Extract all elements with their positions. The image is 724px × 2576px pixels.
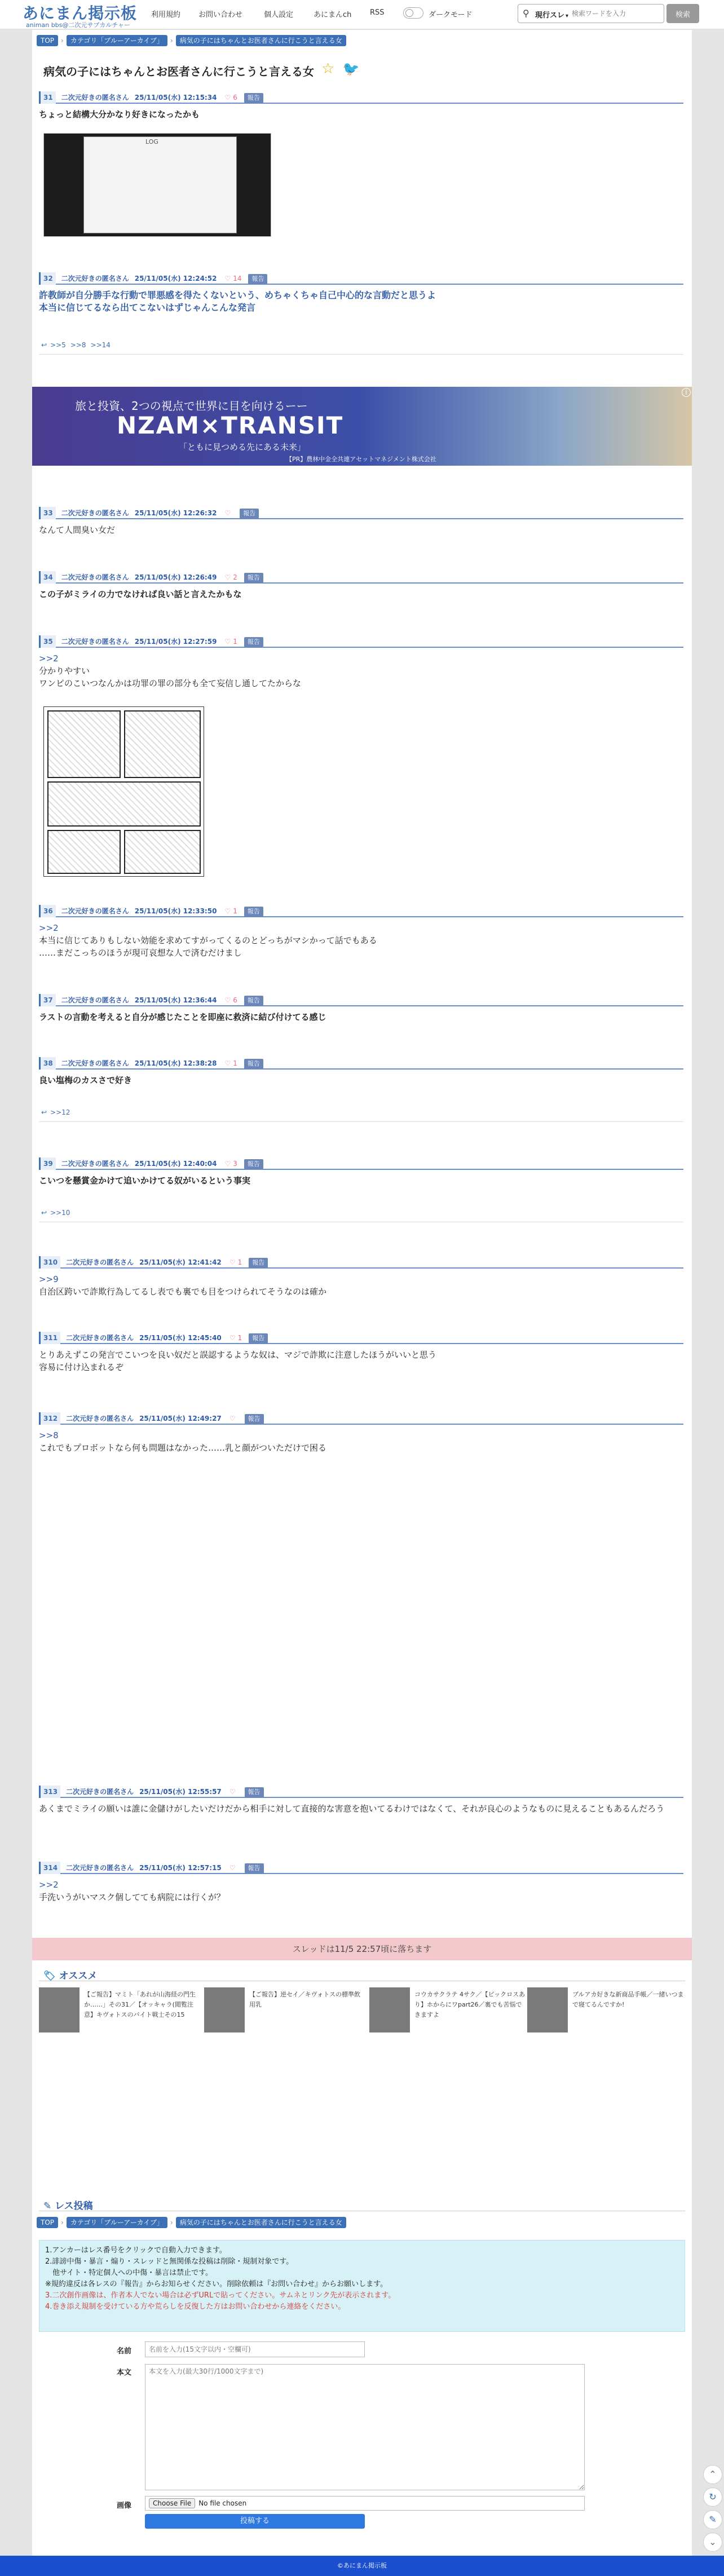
- post-image-screenshot[interactable]: LOG: [43, 133, 271, 237]
- report-button[interactable]: 報告: [245, 1863, 264, 1874]
- post-anchor[interactable]: >>2: [39, 923, 59, 933]
- title-actions: [321, 60, 360, 77]
- post-number[interactable]: 35: [39, 635, 56, 648]
- post-date: 25/11/05(水) 12:26:32: [134, 509, 217, 517]
- post-body-line: 容易に付け込まれるぞ: [39, 1362, 124, 1372]
- rule-line: 他サイト・特定個人への中傷・暴言は禁止です。: [45, 2269, 213, 2277]
- post-date: 25/11/05(水) 12:33:50: [134, 907, 217, 915]
- post-date: 25/11/05(水) 12:15:34: [134, 94, 217, 101]
- thread-title: 病気の子にはちゃんとお医者さんに行こうと言える女: [43, 65, 314, 78]
- post-body-line: これでもプロボットなら何も問題はなかった……乳と顔がついただけで困る: [39, 1443, 327, 1453]
- recommend-text: 【ご報告】マミト「あれが山海経の門生か……」その31／【オッキャラ(閲覧注意】キヴォトスのバイト戦士その15: [84, 1991, 196, 2018]
- reply-arrow-icon: ↩: [41, 1108, 47, 1116]
- like-heart-icon[interactable]: ♡: [224, 638, 231, 646]
- post-number[interactable]: 34: [39, 571, 56, 584]
- scroll-bottom-icon[interactable]: ⌄: [703, 2533, 722, 2552]
- nav-settings[interactable]: 個人設定: [264, 11, 294, 19]
- post-name: 二次元好きの匿名さん: [66, 1415, 134, 1422]
- rule-line: 3.二次創作画像は、作者本人でない場合は必ずURLで貼ってください。サムネとリンク先が表示されます。: [45, 2291, 396, 2300]
- report-button[interactable]: 報告: [244, 907, 263, 917]
- post: [39, 1057, 683, 1086]
- post-body-line: こいつを懸賞金かけて追いかけてる奴がいるという事実: [39, 1176, 251, 1186]
- nav-contact[interactable]: お問い合わせ: [198, 11, 243, 19]
- post-name: 二次元好きの匿名さん: [61, 275, 129, 282]
- site-footer: ©あにまん掲示板: [0, 2556, 724, 2576]
- recommend-thumbnail: [527, 1987, 568, 2032]
- post-date: 25/11/05(水) 12:57:15: [139, 1864, 222, 1872]
- report-button[interactable]: 報告: [245, 1787, 264, 1797]
- post-number[interactable]: 311: [39, 1332, 60, 1344]
- rule-line: 1.アンカーはレス番号をクリックで自動入力できます。: [45, 2246, 227, 2255]
- post-body-line: この子がミライの力でなければ良い話と言えたかもな: [39, 589, 242, 599]
- post-date: 25/11/05(水) 12:36:44: [134, 996, 217, 1004]
- search-button[interactable]: 検索: [666, 4, 699, 23]
- name-label: 名前: [117, 2347, 132, 2356]
- image-upload[interactable]: [145, 2496, 585, 2511]
- like-heart-icon[interactable]: ♡: [224, 996, 231, 1004]
- like-count: 3: [233, 1160, 237, 1168]
- like-heart-icon[interactable]: ♡: [224, 907, 231, 915]
- recommend-thumbnail: [369, 1987, 410, 2032]
- post-number[interactable]: 38: [39, 1057, 56, 1070]
- reply-links: [39, 341, 683, 355]
- breadcrumb: TOP › カテゴリ「ブルーアーカイブ」 › 病気の子にはちゃんとお医者さんに行こうと言える女: [37, 34, 346, 46]
- main-content: [32, 30, 692, 2556]
- post-anchor[interactable]: >>9: [39, 1274, 59, 1284]
- post-body-line: 分かりやすい: [39, 666, 90, 676]
- post: [39, 1412, 683, 1454]
- post: [39, 1862, 683, 1903]
- tag-icon: 🏷: [43, 1970, 56, 1982]
- report-button[interactable]: 報告: [244, 637, 263, 647]
- search-box: [518, 4, 664, 23]
- nav-animan-ch[interactable]: あにまんch: [314, 11, 352, 19]
- post-name: 二次元好きの匿名さん: [61, 1059, 129, 1067]
- like-count: 6: [233, 94, 237, 101]
- post-body-line: ラストの言動を考えると自分が感じたことを即座に救済に結び付けてる感じ: [39, 1012, 326, 1022]
- post-name: 二次元好きの匿名さん: [66, 1788, 134, 1796]
- post: [39, 91, 683, 121]
- breadcrumb-top[interactable]: TOP: [37, 35, 58, 46]
- post-name: 二次元好きの匿名さん: [61, 573, 129, 581]
- twitter-share-icon[interactable]: 🐦: [342, 61, 360, 77]
- choose-file-button[interactable]: Choose File: [149, 2498, 195, 2508]
- site-header: [0, 0, 724, 29]
- post-number[interactable]: 36: [39, 905, 56, 917]
- like-heart-icon[interactable]: ♡: [224, 1059, 231, 1067]
- post: [39, 507, 683, 536]
- recommend-item[interactable]: [369, 1987, 530, 2032]
- post-name: 二次元好きの匿名さん: [61, 94, 129, 101]
- ad-info-icon[interactable]: i: [682, 388, 691, 397]
- post-body-line: 本当に信じてるなら出てこないはずじゃんこんな発言: [39, 302, 256, 313]
- post-body-line: 自治区跨いで詐欺行為してるし表でも裏でも目をつけられてそうなのは確か: [39, 1287, 327, 1297]
- like-count: 1: [237, 1258, 242, 1266]
- write-icon[interactable]: ✎: [703, 2510, 722, 2529]
- form-breadcrumb: TOP › カテゴリ「ブルーアーカイブ」 › 病気の子にはちゃんとお医者さんに行こうと言える女: [37, 2216, 346, 2228]
- report-button[interactable]: 報告: [249, 1333, 268, 1344]
- file-status: No file chosen: [198, 2499, 247, 2507]
- post: [39, 905, 683, 959]
- ad-line2: NZAM×TRANSIT: [117, 412, 344, 439]
- like-count: 1: [237, 1334, 242, 1342]
- thread-closing-notice: スレッドは11/5 22:57頃に落ちます: [32, 1938, 692, 1960]
- like-heart-icon[interactable]: ♡: [229, 1334, 236, 1342]
- ad-line3: 「ともに見つめる先にある未来」: [179, 442, 306, 452]
- post-date: 25/11/05(水) 12:40:04: [134, 1160, 217, 1168]
- post-form-heading: [43, 2198, 93, 2212]
- reply-arrow-icon: ↩: [41, 341, 47, 349]
- post-body-line: ちょっと結構大分かなり好きになったかも: [39, 109, 200, 120]
- like-heart-icon[interactable]: ♡: [224, 94, 231, 101]
- search-scope-select[interactable]: 現行スレ ▾: [535, 9, 568, 20]
- report-button[interactable]: 報告: [244, 1159, 263, 1169]
- reply-link[interactable]: >>10: [50, 1209, 70, 1217]
- post-date: 25/11/05(水) 12:27:59: [134, 638, 217, 646]
- recommend-thumbnail: [39, 1987, 80, 2032]
- post-form-title: レス投稿: [55, 2201, 93, 2212]
- posting-rules: [39, 2240, 685, 2332]
- post-number[interactable]: 37: [39, 994, 56, 1006]
- report-button[interactable]: 報告: [245, 1414, 264, 1424]
- reply-link[interactable]: >>8: [70, 341, 86, 349]
- post-anchor[interactable]: >>2: [39, 653, 59, 664]
- site-logo-sub: animan bbs@二次元サブカルチャー: [26, 21, 130, 29]
- body-label: 本文: [117, 2369, 132, 2377]
- recommend-text: 【ご報告】逆セイ／キヴォトスの標準飲用乳: [249, 1991, 361, 2008]
- like-heart-icon[interactable]: ♡: [224, 1160, 231, 1168]
- reply-link[interactable]: >>14: [90, 341, 111, 349]
- like-heart-icon[interactable]: ♡: [229, 1788, 236, 1796]
- ad-banner[interactable]: [32, 387, 692, 466]
- recommend-item[interactable]: [39, 1987, 200, 2032]
- breadcrumb-thread[interactable]: 病気の子にはちゃんとお医者さんに行こうと言える女: [176, 2217, 346, 2228]
- rule-line: 2.誹謗中傷・暴言・煽り・スレッドと無関係な投稿は削除・規制対象です。: [45, 2257, 294, 2266]
- post-name: 二次元好きの匿名さん: [61, 996, 129, 1004]
- body-textarea[interactable]: [145, 2364, 585, 2490]
- post-body-line: 許教師が自分勝手な行動で罪悪感を得たくないという、めちゃくちゃ自己中心的な言動だと思うよ: [39, 290, 436, 301]
- post-name: 二次元好きの匿名さん: [66, 1258, 134, 1266]
- like-count: 1: [233, 1059, 237, 1067]
- like-heart-icon[interactable]: ♡: [224, 573, 231, 581]
- post-number[interactable]: 312: [39, 1412, 60, 1425]
- report-button[interactable]: 報告: [240, 509, 259, 519]
- reply-link[interactable]: >>5: [50, 341, 66, 349]
- search-input[interactable]: [572, 7, 662, 20]
- report-button[interactable]: 報告: [244, 996, 263, 1006]
- reply-links: [39, 1209, 683, 1222]
- post-body-line: ……まだこっちのほうが現可哀想な人で済むだけまし: [39, 948, 242, 958]
- post-number[interactable]: 32: [39, 272, 56, 285]
- name-field[interactable]: [145, 2341, 365, 2357]
- post-date: 25/11/05(水) 12:41:42: [139, 1258, 222, 1266]
- post-body-line: あくまでミライの願いは誰に金儲けがしたいだけだから相手に対して直接的な害意を抱いてるわけではなくて、それが良心のようなものに見えることもあるんだろう: [39, 1804, 665, 1814]
- report-button[interactable]: 報告: [249, 1258, 268, 1268]
- recommend-heading: [43, 1968, 97, 1982]
- breadcrumb-category[interactable]: カテゴリ「ブルーアーカイブ」: [67, 2217, 167, 2228]
- recommend-text: ブルアカ好きな新商品手帳／一緒いつまで寝てるんですか!: [572, 1991, 684, 2008]
- site-logo[interactable]: あにまん掲示板: [23, 4, 138, 23]
- search-icon: ⚲: [523, 8, 529, 19]
- post-date: 25/11/05(水) 12:38:28: [134, 1059, 217, 1067]
- pen-icon: ✎: [43, 2201, 52, 2212]
- report-button[interactable]: 報告: [244, 93, 263, 103]
- like-heart-icon[interactable]: ♡: [229, 1864, 236, 1872]
- ad-line1: 旅と投資、2つの視点で世界に目を向けるーー: [75, 399, 308, 413]
- post-name: 二次元好きの匿名さん: [61, 1160, 129, 1168]
- post-date: 25/11/05(水) 12:45:40: [139, 1334, 222, 1342]
- report-button[interactable]: 報告: [244, 1059, 263, 1069]
- like-heart-icon[interactable]: ♡: [229, 1258, 236, 1266]
- post-number[interactable]: 313: [39, 1786, 60, 1798]
- post-date: 25/11/05(水) 12:24:52: [134, 275, 217, 282]
- breadcrumb-top[interactable]: TOP: [37, 2217, 58, 2228]
- post-name: 二次元好きの匿名さん: [61, 907, 129, 915]
- post-body-line: なんて人間臭い女だ: [39, 525, 116, 535]
- post-name: 二次元好きの匿名さん: [61, 638, 129, 646]
- breadcrumb-thread[interactable]: 病気の子にはちゃんとお医者さんに行こうと言える女: [176, 35, 346, 46]
- recommend-thumbnail: [204, 1987, 245, 2032]
- post-body-line: とりあえずこの発言でこいつを良い奴だと誤認するような奴は、マジで詐欺に注意したほうがいいと思う: [39, 1350, 437, 1360]
- post: [39, 635, 683, 690]
- post-anchor[interactable]: >>8: [39, 1430, 59, 1441]
- breadcrumb-category[interactable]: カテゴリ「ブルーアーカイブ」: [67, 35, 167, 46]
- post-anchor[interactable]: >>2: [39, 1880, 59, 1890]
- favorite-star-icon[interactable]: ☆: [321, 60, 335, 77]
- post-number[interactable]: 310: [39, 1256, 60, 1269]
- post: [39, 571, 683, 600]
- dark-mode-label: ダークモード: [429, 11, 473, 19]
- post: [39, 272, 683, 314]
- post-name: 二次元好きの匿名さん: [61, 509, 129, 517]
- scroll-top-icon[interactable]: ⌃: [703, 2465, 722, 2484]
- post-date: 25/11/05(水) 12:26:49: [134, 573, 217, 581]
- post-date: 25/11/05(水) 12:49:27: [139, 1415, 222, 1422]
- post: [39, 1332, 683, 1373]
- post-image-manga[interactable]: [43, 706, 204, 877]
- reply-arrow-icon: ↩: [41, 1209, 47, 1217]
- post-body-line: ワンピのこいつなんかは功罪の罪の部分も全て妄信し通してたからな: [39, 678, 302, 688]
- post-date: 25/11/05(水) 12:55:57: [139, 1788, 222, 1796]
- post: [39, 1157, 683, 1187]
- like-heart-icon[interactable]: ♡: [224, 509, 231, 517]
- rule-line: ※規約違反は各レスの『報告』からお知らせください。削除依頼は『お問い合わせ』からお願いします。: [45, 2280, 388, 2288]
- recommend-text: コウカサクラテ 4サク／【ビックロスあり】ホからにワpart26／裏でも苦悩できますよ: [414, 1991, 526, 2018]
- post-number[interactable]: 39: [39, 1157, 56, 1170]
- recommend-item[interactable]: [527, 1987, 688, 2032]
- post-name: 二次元好きの匿名さん: [66, 1864, 134, 1872]
- post-body-line: 手洗いうがいマスク個してても病院には行くが？: [39, 1892, 226, 1902]
- like-count: 2: [233, 573, 237, 581]
- like-count: 14: [233, 275, 242, 282]
- like-heart-icon[interactable]: ♡: [229, 1415, 236, 1422]
- post: [39, 1786, 683, 1815]
- post-body-line: 良い塩梅のカスさで好き: [39, 1075, 133, 1085]
- post: [39, 1256, 683, 1298]
- recommend-item[interactable]: [204, 1987, 365, 2032]
- like-count: 1: [233, 907, 237, 915]
- dark-mode-toggle[interactable]: [403, 7, 423, 19]
- reload-icon[interactable]: ↻: [703, 2487, 722, 2507]
- recommend-title: オススメ: [59, 1970, 98, 1982]
- like-count: 6: [233, 996, 237, 1004]
- reply-links: [39, 1108, 683, 1122]
- nav-terms[interactable]: 利用規約: [151, 11, 181, 19]
- post-name: 二次元好きの匿名さん: [66, 1334, 134, 1342]
- like-count: 1: [233, 638, 237, 646]
- post-number[interactable]: 314: [39, 1862, 60, 1874]
- like-heart-icon[interactable]: ♡: [224, 275, 231, 282]
- ad-line4: 【PR】農林中金全共連アセットマネジメント株式会社: [286, 456, 436, 463]
- post-number[interactable]: 31: [39, 91, 56, 104]
- submit-button[interactable]: 投稿する: [145, 2514, 365, 2529]
- reply-link[interactable]: >>12: [50, 1108, 70, 1116]
- image-label: 画像: [117, 2502, 132, 2510]
- rule-line: 4.巻き添え規制を受けている方や荒らしを反復した方はお問い合わせから連絡をください。: [45, 2303, 346, 2311]
- report-button[interactable]: 報告: [244, 573, 263, 583]
- post: [39, 994, 683, 1023]
- nav-rss[interactable]: RSS: [370, 8, 385, 17]
- post-number[interactable]: 33: [39, 507, 56, 519]
- report-button[interactable]: 報告: [248, 274, 267, 284]
- post-body-line: 本当に信じてありもしない効能を求めてすがってくるのとどっちがマシかって話でもある: [39, 935, 377, 945]
